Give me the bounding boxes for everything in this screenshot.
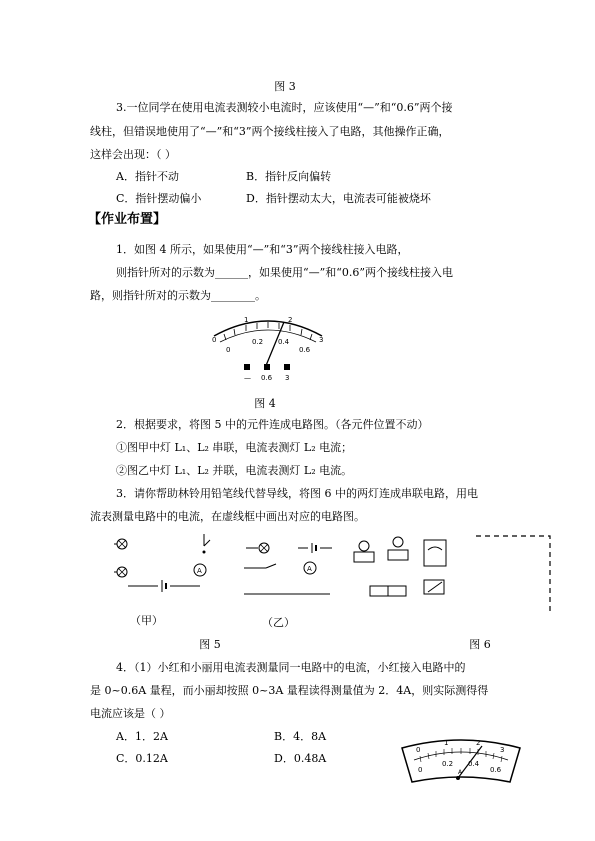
hw4-option-b: B．4．8A [274,730,327,743]
meter2-top-label-0: 0 [416,746,421,754]
hw4-line-3: 电流应该是（ ） [90,707,171,720]
fig5-yi-meter-symbol: A [307,565,312,573]
fig5-jia-meter-symbol: A [197,567,202,575]
q3-line-2: 线柱，但错误地使用了“—”和“3”两个接线柱接入了电路，其他操作正确， [90,125,450,138]
answer-dashed-box [474,534,554,614]
fig4-bottom-label-1: 0.2 [252,338,264,346]
ammeter-dial-q4 [398,734,524,786]
fig4-terminal-negative [244,364,250,370]
meter2-bottom-label-2: 0.4 [468,760,480,768]
section-title-homework: 【作业布置】 [88,212,167,227]
figure-5-yi-circuit [238,534,338,596]
meter2-top-label-2: 2 [476,739,481,747]
fig4-bottom-label-0: 0 [226,346,231,354]
meter2-bottom-label-0: 0 [418,766,423,774]
figure-3-caption: 图 3 [274,80,296,93]
meter2-unit: A [458,769,463,776]
hw4-line-2: 是 0~0.6A 量程，而小丽却按照 0~3A 量程读得测量值为 2．4A，则实际测得得 [90,684,489,697]
fig5-label-yi: （乙） [262,616,295,629]
fig4-top-label-2: 2 [288,316,293,324]
meter2-top-label-1: 1 [444,739,449,747]
fig4-bottom-label-3: 0.6 [299,346,311,354]
figure-6-caption: 图 6 [469,638,491,651]
hw2-line-3: ②图乙中灯 L₁、L₂ 并联，电流表测灯 L₂ 电流。 [116,464,353,477]
fig4-terminal-label-neg: — [244,374,251,382]
fig4-terminal-label-0-6: 0.6 [261,374,273,382]
meter2-bottom-label-1: 0.2 [442,760,454,768]
hw1-line-3: 路，则指针所对的示数为________。 [90,289,266,302]
hw4-option-d: D．0.48A [274,752,327,765]
hw2-line-1: 2．根据要求，将图 5 中的元件连成电路图。（各元件位置不动） [116,418,429,431]
fig4-bottom-label-2: 0.4 [278,338,290,346]
q3-option-a: A．指针不动 [116,170,179,183]
hw3-line-2: 流表测量电路中的电流，在虚线框中画出对应的电路图。 [90,510,365,523]
fig5-label-jia: （甲） [130,614,163,627]
fig4-top-label-1: 1 [244,316,249,324]
figure-4-caption: 图 4 [254,397,276,410]
meter2-bottom-label-3: 0.6 [490,766,502,774]
hw4-option-c: C．0.12A [116,752,168,765]
q3-option-d: D．指针摆动太大，电流表可能被烧坏 [246,192,431,205]
q3-line-3: 这样会出现：（ ） [90,148,176,161]
figure-5-jia-circuit [108,530,220,592]
q3-option-b: B．指针反向偏转 [246,170,332,183]
hw4-option-a: A．1．2A [116,730,168,743]
hw4-line-1: 4．（1）小红和小丽用电流表测量同一电路中的电流，小红接入电路中的 [116,661,466,674]
fig4-top-label-3: 3 [319,336,324,344]
meter2-top-label-3: 3 [500,746,505,754]
q3-option-c: C．指针摆动偏小 [116,192,202,205]
figure-5-caption: 图 5 [199,638,221,651]
hw2-line-2: ①图甲中灯 L₁、L₂ 串联，电流表测灯 L₂ 电流； [116,441,353,454]
fig4-terminal-3 [284,364,290,370]
hw1-line-1: 1．如图 4 所示，如果使用“—”和“3”两个接线柱接入电路， [116,243,409,256]
hw3-line-1: 3．请你帮助林铃用铅笔线代替导线，将图 6 中的两灯连成串联电路，用电 [116,487,478,500]
figure-4-ammeter-dial [204,310,332,382]
fig4-terminal-0-6 [264,364,270,370]
q3-line-1: 3.一位同学在使用电流表测较小电流时，应该使用“—”和“0.6”两个接 [116,101,453,114]
fig4-terminal-label-3: 3 [285,374,290,382]
fig4-top-label-0: 0 [212,336,217,344]
figure-6-components [350,532,460,606]
hw1-line-2: 则指针所对的示数为______，如果使用“—”和“0.6”两个接线柱接入电 [116,266,453,279]
